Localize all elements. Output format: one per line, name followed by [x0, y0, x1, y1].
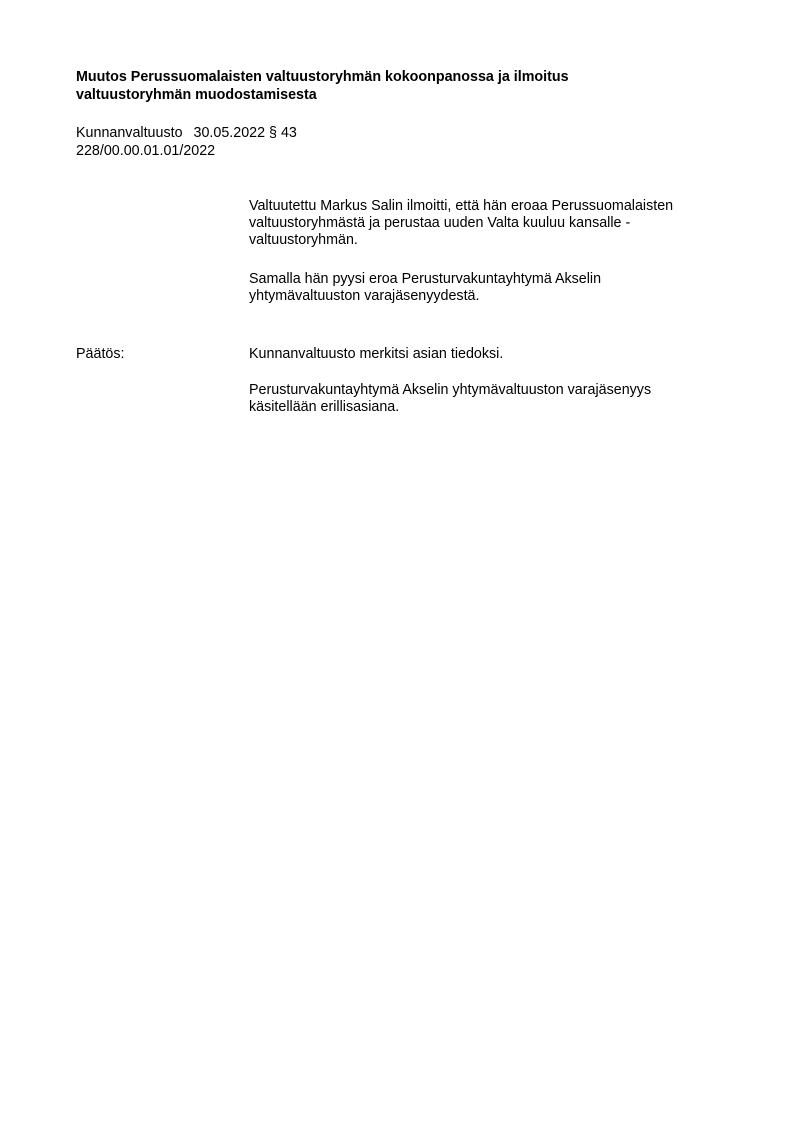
description-paragraph-1 — [249, 198, 749, 249]
text-line: Valtuutettu Markus Salin ilmoitti, että hän eroaa Perussuomalaisten — [249, 198, 674, 214]
text-line: valtuustoryhmän. — [249, 232, 358, 248]
decision-paragraph-2 — [249, 382, 749, 416]
description-paragraph-2 — [249, 271, 749, 305]
text-line: Perusturvakuntayhtymä Akselin yhtymävaltuuston varajäsenyys — [249, 382, 652, 398]
meeting-body: Kunnanvaltuusto — [76, 125, 183, 141]
meeting-line — [76, 124, 297, 142]
text-line: valtuustoryhmästä ja perustaa uuden Valta kuuluu kansalle - — [249, 215, 631, 231]
record-number: 228/00.00.01.01/2022 — [76, 143, 216, 159]
decision-label: Päätös: — [76, 346, 125, 362]
text-line: yhtymävaltuuston varajäsenyydestä. — [249, 288, 480, 304]
document-title-line-1: Muutos Perussuomalaisten valtuustoryhmän kokoonpanossa ja ilmoitus — [76, 69, 569, 85]
document-title-line-2: valtuustoryhmän muodostamisesta — [76, 87, 317, 103]
document-title — [76, 68, 716, 104]
meeting-ref: 30.05.2022 § 43 — [193, 125, 297, 141]
text-line: Kunnanvaltuusto merkitsi asian tiedoksi. — [249, 346, 504, 362]
text-line: käsitellään erillisasiana. — [249, 399, 400, 415]
decision-paragraph-1 — [249, 346, 749, 363]
text-line: Samalla hän pyysi eroa Perusturvakuntayhtymä Akselin — [249, 271, 602, 287]
document-meta — [76, 124, 297, 160]
